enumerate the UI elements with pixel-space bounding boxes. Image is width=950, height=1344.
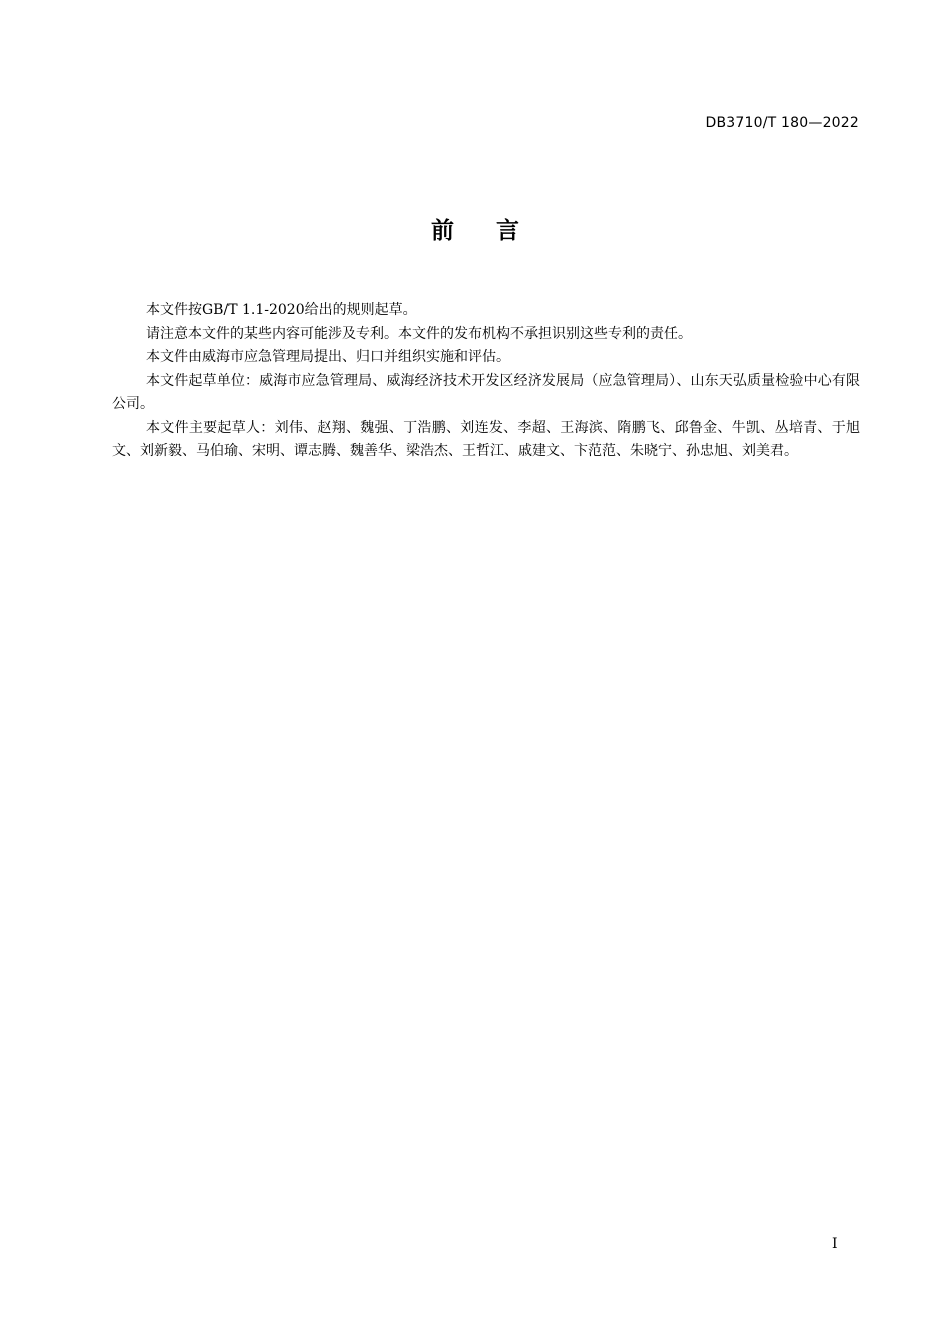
paragraph-drafting-rules: 本文件按GB/T 1.1-2020给出的规则起草。 xyxy=(146,302,417,318)
page-number: I xyxy=(832,1236,838,1252)
foreword-body xyxy=(112,299,860,464)
page-title: 前言 xyxy=(431,218,561,244)
document-code: DB3710/T 180—2022 xyxy=(705,115,859,131)
paragraph-drafting-units: 本文件起草单位：威海市应急管理局、威海经济技术开发区经济发展局（应急管理局）、山东天弘质量检验中心有限公司。 xyxy=(112,372,860,412)
paragraph-proposer: 本文件由威海市应急管理局提出、归口并组织实施和评估。 xyxy=(146,349,510,365)
paragraph-drafters: 本文件主要起草人：刘伟、赵翔、魏强、丁浩鹏、刘连发、李超、王海滨、隋鹏飞、邱鲁金、牛凯、丛培青、于旭文、刘新毅、马伯瑜、宋明、谭志腾、魏善华、梁浩杰、王哲江、戚建文、卞范范、朱晓宁、孙忠旭、刘美君。 xyxy=(112,419,860,459)
paragraph-patent-notice: 请注意本文件的某些内容可能涉及专利。本文件的发布机构不承担识别这些专利的责任。 xyxy=(146,325,692,342)
